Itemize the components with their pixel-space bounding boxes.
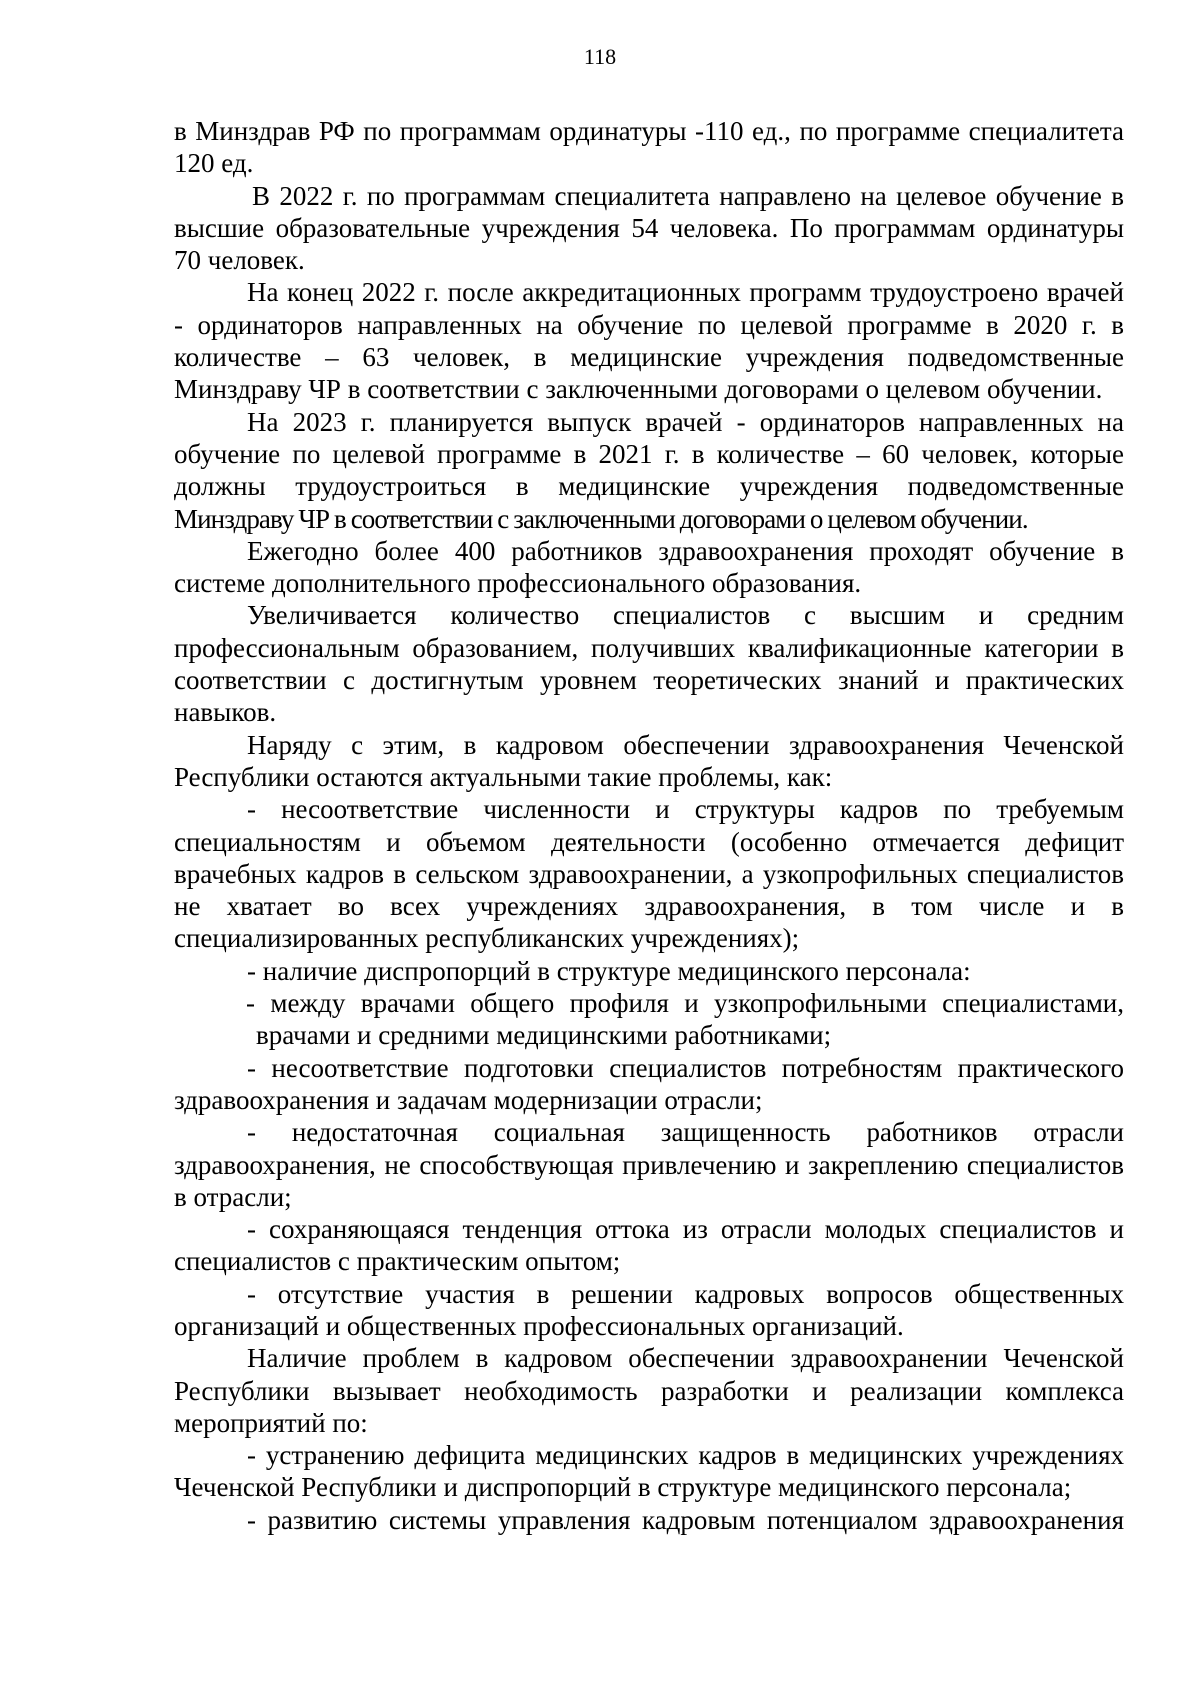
list-item: - устранению дефицита медицинских кадров в медицинских учреждениях Чеченской Республики и диспропорций в структуре медицинского персонала; xyxy=(174,1440,1124,1503)
list-item: - отсутствие участия в решении кадровых вопросов общественных организаций и общественных профессиональных организаций. xyxy=(174,1278,1124,1341)
paragraph-2022-employment: На конец 2022 г. после аккредитационных программ трудоустроено врачей - ординаторов направленных на обучение по целевой программе в 2020 г. в количестве – 63 человек, в медицинские учреждения подведомственные Минздраву ЧР в соответствии с заключенными договорами о целевом обучении. xyxy=(174,277,1124,405)
paragraph-2023-graduation: На 2023 г. планируется выпуск врачей - ординаторов направленных на обучение по целевой программе в 2021 г. в количестве – 60 человек, которые должны трудоустроиться в медицинские учреждения подведомственные xyxy=(174,406,1124,502)
paragraph-2022-specialty: В 2022 г. по программам специалитета направлено на целевое обучение в высшие образовательные учреждения 54 человека. По программам ординатуры 70 человек. xyxy=(174,180,1124,276)
document-body xyxy=(174,115,1124,1536)
list-item: - несоответствие подготовки специалистов потребностям практического здравоохранения и задачам модернизации отрасли; xyxy=(174,1052,1124,1115)
paragraph-qualification-growth: Увеличивается количество специалистов с высшим и средним профессиональным образованием, получивших квалификационные категории в соответствии с достигнутым уровнем теоретических знаний и практических навыков. xyxy=(174,600,1124,728)
list-item: - недостаточная социальная защищенность работников отрасли здравоохранения, не способствующая привлечению и закреплению специалистов в отрасли; xyxy=(174,1117,1124,1212)
paragraph-continuation: в Минздрав РФ по программам ординатуры -110 ед., по программе специалитета 120 ед. xyxy=(174,116,1124,179)
paragraph-annual-training: Ежегодно более 400 работников здравоохранения проходят обучение в системе дополнительного профессионального образования. xyxy=(174,535,1124,599)
paragraph-2023-graduation-end: Минздраву ЧР в соответствии с заключенными договорами о целевом обучении. xyxy=(174,503,1028,534)
paragraph-problems-intro: Наряду с этим, в кадровом обеспечении здравоохранения Чеченской Республики остаются актуальными такие проблемы, как: xyxy=(174,729,1124,792)
list-item: - наличие диспропорций в структуре медицинского персонала: xyxy=(247,955,971,986)
paragraph-measures-intro: Наличие проблем в кадровом обеспечении здравоохранении Чеченской Республики вызывает необходимость разработки и реализации комплекса мероприятий по: xyxy=(174,1343,1124,1438)
page-number: 118 xyxy=(583,44,617,69)
list-item: - несоответствие численности и структуры кадров по требуемым специальностям и объемом деятельности (особенно отмечается дефицит врачебных кадров в сельском здравоохранении, а узкопрофильных специалистов не хватает во всех учреждениях здравоохранения, в том числе и в специализированных республиканских учреждениях); xyxy=(174,794,1124,954)
list-item: - развитию системы управления кадровым потенциалом здравоохранения xyxy=(247,1504,1124,1535)
list-item: - сохраняющаяся тенденция оттока из отрасли молодых специалистов и специалистов с практическим опытом; xyxy=(174,1214,1124,1277)
list-item: - между врачами общего профиля и узкопрофильными специалистами, врачами и средними медицинскими работниками; xyxy=(246,988,1124,1051)
